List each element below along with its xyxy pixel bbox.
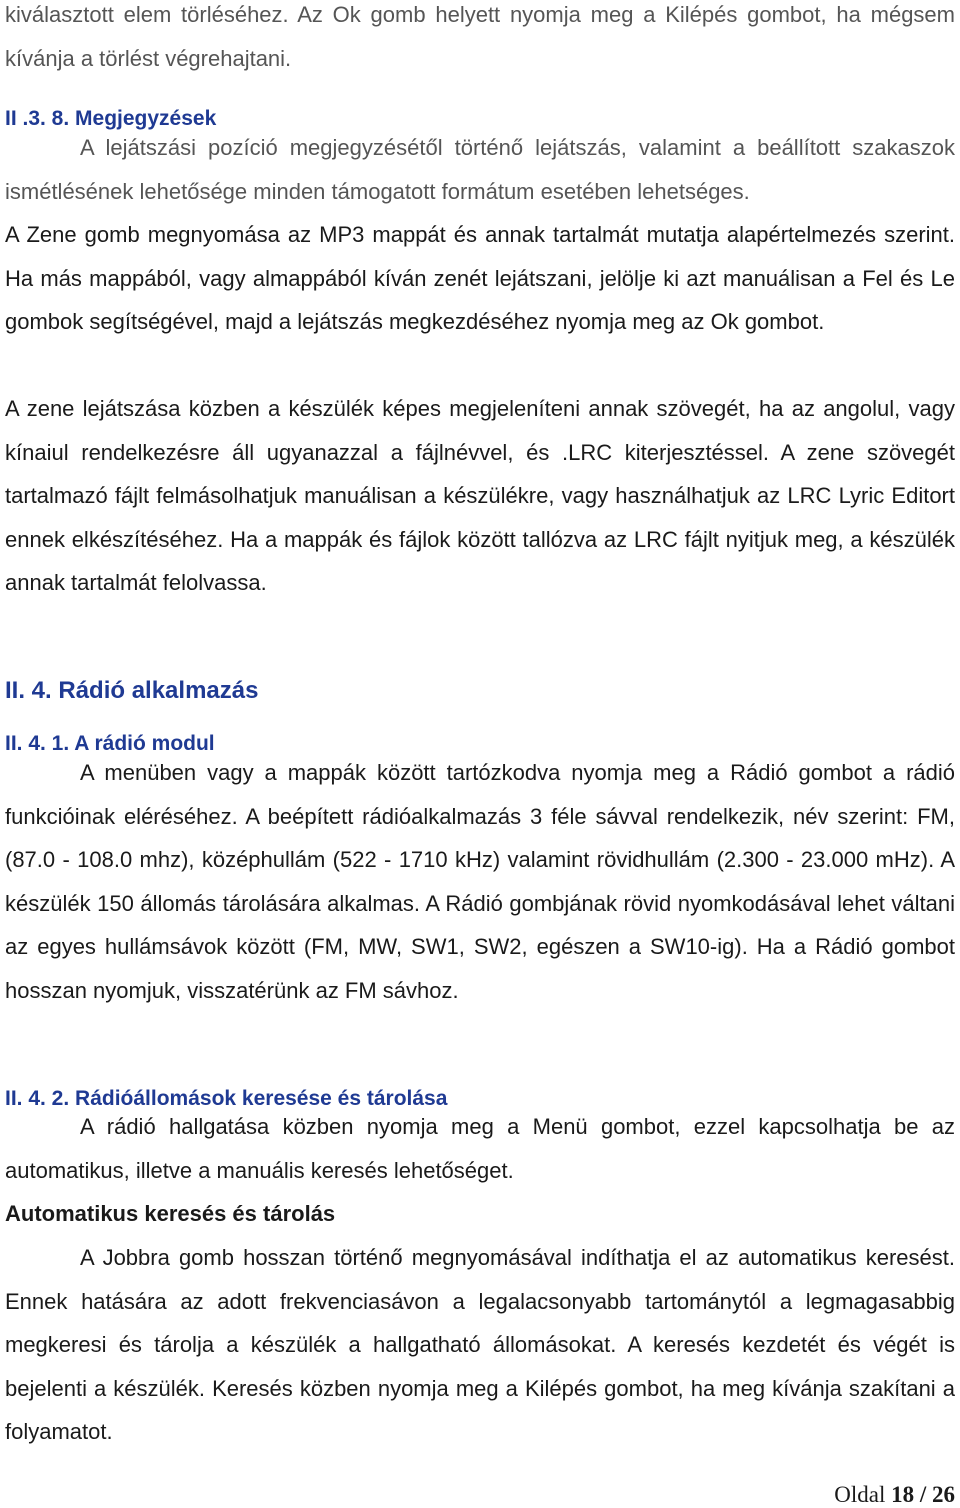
- stations-paragraph: A rádió hallgatása közben nyomja meg a Menü gombot, ezzel kapcsolhatja be az automatikus, illetve a manuális keresés lehetőséget.: [5, 1114, 955, 1183]
- radio-module-heading: II. 4. 1. A rádió modul: [5, 732, 215, 755]
- notes-paragraph-b: A Zene gomb megnyomása az MP3 mappát és annak tartalmát mutatja alapértelmezés szerint. Ha más mappából, vagy almappából kíván zenét lejátszani, jelölje ki azt manuálisan a Fel és Le gombok segítségével, majd a lejátszás megkezdéséhez nyomja meg az Ok gombot.: [5, 222, 955, 335]
- lyrics-paragraph: A zene lejátszása közben a készülék képes megjeleníteni annak szövegét, ha az angolul, vagy kínaiul rendelkezésre áll ugyanazzal a fájlnévvel, és .LRC kiterjesztéssel. A zene szövegét tartalmazó fájlt felmásolhatjuk manuálisan a készülékre, vagy használhatjuk az LRC Lyric Editort ennek elkészítéséhez. Ha a mappák és fájlok között tallózva az LRC fájlt nyitjuk meg, a készülék annak tartalmát felolvassa.: [5, 396, 955, 596]
- intro-paragraph: kiválasztott elem törléséhez. Az Ok gomb helyett nyomja meg a Kilépés gombot, ha mégsem kívánja a törlést végrehajtani.: [5, 2, 955, 71]
- notes-paragraph-a: A lejátszási pozíció megjegyzésétől történő lejátszás, valamint a beállított szakaszok ismétlésének lehetősége minden támogatott formátum esetében lehetséges.: [5, 135, 955, 204]
- footer-total-pages: 26: [932, 1482, 955, 1507]
- page-footer: [834, 1482, 955, 1508]
- radio-module-paragraph: A menüben vagy a mappák között tartózkodva nyomja meg a Rádió gombot a rádió funkcióinak eléréséhez. A beépített rádióalkalmazás 3 féle sávval rendelkezik, név szerint: FM, (87.0 - 108.0 mhz), középhullám (522 - 1710 kHz) valamint rövidhullám (2.300 - 23.000 mHz). A készülék 150 állomás tárolására alkalmas. A Rádió gombjának rövid nyomkodásával lehet váltani az egyes hullámsávok között (FM, MW, SW1, SW2, egészen a SW10-ig). Ha a Rádió gombot hosszan nyomjuk, visszatérünk az FM sávhoz.: [5, 760, 955, 1003]
- footer-label: Oldal: [834, 1482, 886, 1507]
- notes-heading: II .3. 8. Megjegyzések: [5, 107, 217, 130]
- auto-search-paragraph: A Jobbra gomb hosszan történő megnyomásával indíthatja el az automatikus keresést. Ennek hatására az adott frekvenciasávon a legalacsonyabb tartománytól a legmagasabbig megkeresi és tárolja a készülék a hallgatható állomásokat. A keresés kezdetét és végét is bejelenti a készülék. Keresés közben nyomja meg a Kilépés gombot, ha meg kívánja szakítani a folyamatot.: [5, 1245, 955, 1445]
- stations-heading: II. 4. 2. Rádióállomások keresése és tárolása: [5, 1087, 448, 1110]
- footer-page-number: 18: [891, 1482, 915, 1507]
- auto-search-heading: Automatikus keresés és tárolás: [5, 1201, 336, 1226]
- radio-app-heading: II. 4. Rádió alkalmazás: [5, 677, 259, 704]
- footer-separator: /: [919, 1482, 927, 1507]
